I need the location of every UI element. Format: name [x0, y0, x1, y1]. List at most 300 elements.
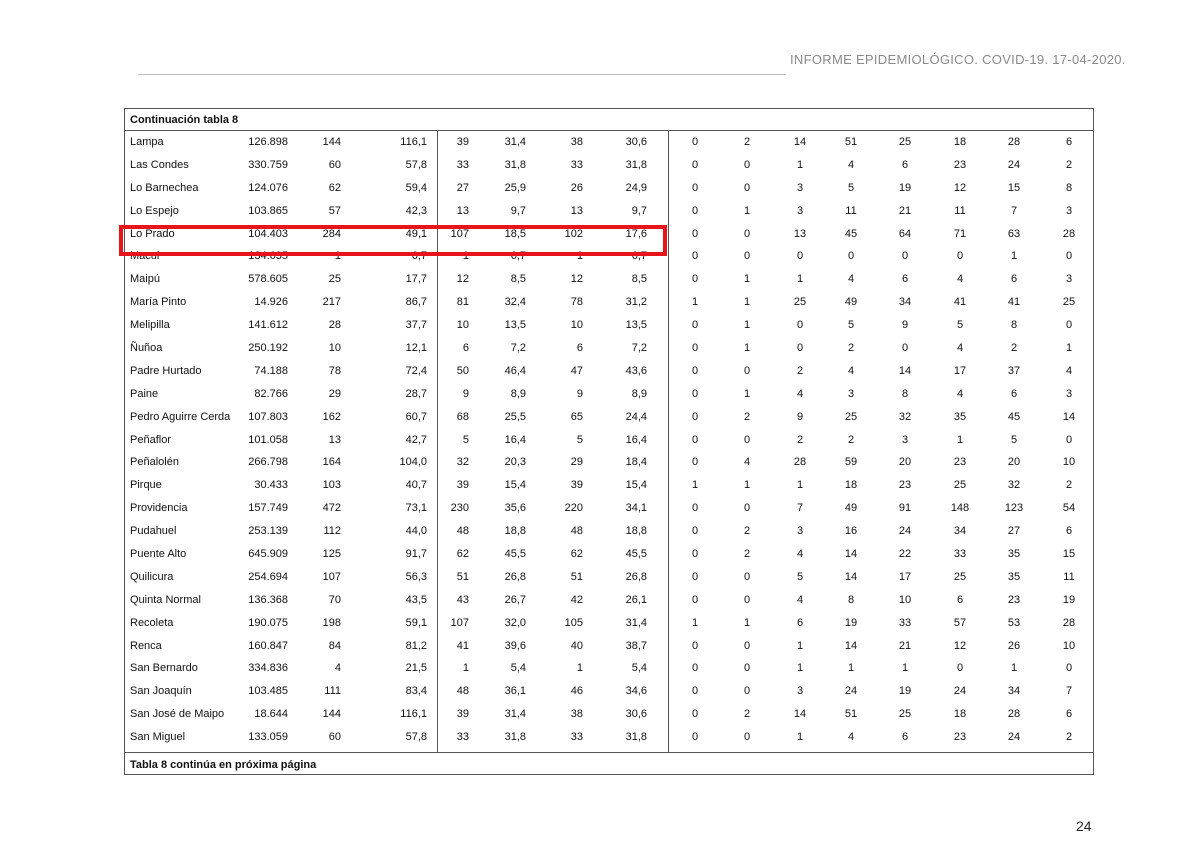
table-cell: 0 — [691, 639, 699, 652]
table-cell: 0 — [743, 250, 751, 263]
table-cell: 3 — [1065, 273, 1073, 286]
table-cell: 5 — [956, 319, 964, 332]
table-cell: 32 — [1007, 479, 1021, 492]
table-cell: 14 — [898, 364, 912, 377]
table-cell: 1 — [1065, 342, 1073, 355]
table-cell: 1 — [576, 662, 583, 675]
table-cell: 23 — [953, 158, 967, 171]
table-cell: 9 — [576, 387, 583, 400]
table-cell: 6 — [956, 593, 964, 606]
table-cell: 162 — [322, 410, 341, 423]
table-cell: 8 — [1065, 181, 1073, 194]
table-cell: 14 — [844, 570, 858, 583]
table-cell: 6 — [901, 273, 909, 286]
table-cell: 2 — [847, 342, 855, 355]
table-caption: Continuación tabla 8 — [125, 109, 1093, 131]
table-cell: 34 — [953, 525, 967, 538]
municipality-name: San Bernardo — [130, 662, 198, 675]
table-cell: 15 — [1062, 548, 1076, 561]
table-cell: 104.403 — [248, 227, 288, 240]
table-cell: 4 — [956, 387, 964, 400]
table-body — [125, 131, 1093, 749]
table-cell: 36,1 — [504, 685, 526, 698]
table-cell: 25 — [898, 708, 912, 721]
table-cell: 18,8 — [504, 525, 526, 538]
table-cell: 12,1 — [405, 342, 427, 355]
table-cell: 8,5 — [510, 273, 526, 286]
table-cell: 27 — [456, 181, 469, 194]
table-cell: 33 — [570, 731, 583, 744]
table-cell: 11 — [954, 204, 966, 217]
table-cell: 34,1 — [625, 502, 647, 515]
table-cell: 51 — [570, 570, 583, 583]
table-cell: 43,5 — [405, 593, 427, 606]
table-cell: 33 — [953, 548, 967, 561]
table-cell: 472 — [322, 502, 341, 515]
table-cell: 64 — [898, 227, 912, 240]
table-cell: 4 — [847, 731, 855, 744]
table-cell: 0 — [1065, 250, 1073, 263]
table-cell: 91,7 — [405, 548, 427, 561]
municipality-name: Paine — [130, 387, 159, 400]
table-cell: 12 — [570, 273, 583, 286]
table-cell: 220 — [564, 502, 583, 515]
municipality-name: Lampa — [130, 136, 164, 148]
table-cell: 5 — [1010, 433, 1018, 446]
municipality-name: San José de Maipo — [130, 708, 225, 721]
table-cell: 1 — [743, 204, 751, 217]
table-cell: 334.836 — [248, 662, 288, 675]
table-cell: 103.865 — [248, 204, 288, 217]
table-cell: 63 — [1007, 227, 1021, 240]
table-cell: 0 — [743, 593, 751, 606]
table-cell: 0 — [691, 364, 699, 377]
table-cell: 10 — [328, 342, 341, 355]
table-cell: 41 — [1007, 296, 1021, 309]
table-cell: 30,6 — [625, 136, 647, 148]
table-cell: 1 — [956, 433, 964, 446]
municipality-name: Renca — [130, 639, 162, 652]
table-cell: 62 — [456, 548, 469, 561]
table-cell: 13,5 — [504, 319, 526, 332]
table-cell: 48 — [456, 685, 469, 698]
table-cell: 0 — [743, 227, 751, 240]
table-cell: 20 — [898, 456, 912, 469]
table-cell: 32,0 — [504, 616, 526, 629]
municipality-name: Providencia — [130, 502, 188, 515]
table-cell: 32 — [456, 456, 469, 469]
municipality-name: Maipú — [130, 273, 160, 286]
table-cell: 2 — [743, 708, 751, 721]
table-cell: 4 — [796, 548, 804, 561]
table-cell: 12 — [456, 273, 469, 286]
table-cell: 0 — [743, 731, 751, 744]
table-cell: 133.059 — [248, 731, 288, 744]
table-cell: 0 — [956, 250, 964, 263]
table-cell: 46 — [570, 685, 583, 698]
page-number: 24 — [1076, 818, 1092, 834]
table-cell: 3 — [1065, 387, 1073, 400]
table-cell: 116,1 — [400, 708, 427, 721]
table-cell: 160.847 — [248, 639, 288, 652]
table-cell: 24,9 — [625, 181, 647, 194]
table-row — [125, 406, 1093, 429]
table-cell: 0 — [796, 342, 804, 355]
table-cell: 4 — [956, 342, 964, 355]
table-cell: 49 — [844, 502, 858, 515]
table-cell: 0 — [691, 502, 699, 515]
table-cell: 4 — [743, 456, 751, 469]
municipality-name: Peñaflor — [130, 433, 171, 446]
table-cell: 3 — [901, 433, 909, 446]
table-row — [125, 337, 1093, 360]
table-cell: 16,4 — [625, 433, 647, 446]
table-cell: 33 — [898, 616, 912, 629]
table-cell: 15,4 — [625, 479, 647, 492]
table-cell: 6 — [1065, 525, 1073, 538]
table-cell: 2 — [1065, 479, 1073, 492]
table-cell: 0 — [691, 456, 699, 469]
table-cell: 59 — [844, 456, 858, 469]
table-row — [125, 566, 1093, 589]
table-cell: 51 — [844, 708, 858, 721]
table-cell: 30,6 — [625, 708, 647, 721]
table-cell: 28 — [793, 456, 807, 469]
table-cell: 2 — [743, 136, 751, 148]
table-cell: 14 — [1062, 410, 1076, 423]
table-row — [125, 520, 1093, 543]
table-cell: 38,7 — [625, 639, 647, 652]
table-cell: 5,4 — [631, 662, 647, 675]
table-cell: 42,3 — [405, 204, 427, 217]
table-cell: 0 — [691, 181, 699, 194]
data-table — [124, 108, 1094, 775]
table-cell: 24 — [1007, 731, 1021, 744]
table-row — [125, 635, 1093, 658]
table-cell: 28 — [1007, 708, 1021, 721]
table-cell: 0 — [901, 342, 909, 355]
table-cell: 0 — [691, 593, 699, 606]
table-cell: 253.139 — [248, 525, 288, 538]
table-cell: 26,8 — [504, 570, 526, 583]
table-cell: 43,6 — [625, 364, 647, 377]
table-cell: 6 — [1010, 273, 1018, 286]
table-footer-caption: Tabla 8 continúa en próxima página — [125, 752, 1093, 774]
municipality-name: Lo Espejo — [130, 204, 179, 217]
table-cell: 28 — [1062, 227, 1076, 240]
table-cell: 81,2 — [405, 639, 427, 652]
table-cell: 10 — [1062, 456, 1076, 469]
table-cell: 0 — [691, 525, 699, 538]
table-cell: 18 — [953, 708, 967, 721]
table-cell: 35,6 — [504, 502, 526, 515]
table-cell: 3 — [796, 181, 804, 194]
table-cell: 125 — [322, 548, 341, 561]
table-cell: 39 — [570, 479, 583, 492]
table-row — [125, 497, 1093, 520]
table-cell: 28 — [1007, 136, 1021, 148]
table-cell: 9,7 — [510, 204, 526, 217]
table-cell: 1 — [796, 273, 804, 286]
table-cell: 141.612 — [248, 319, 288, 332]
table-cell: 14 — [793, 708, 807, 721]
table-cell: 0 — [796, 319, 804, 332]
table-cell: 20 — [1007, 456, 1021, 469]
table-cell: 0 — [743, 662, 751, 675]
table-row — [125, 383, 1093, 406]
table-cell: 34,6 — [625, 685, 647, 698]
table-cell: 8 — [847, 593, 855, 606]
table-cell: 0 — [743, 639, 751, 652]
table-cell: 330.759 — [248, 158, 288, 171]
table-cell: 78 — [328, 364, 341, 377]
table-cell: 51 — [844, 136, 858, 148]
table-cell: 16 — [844, 525, 858, 538]
table-cell: 21 — [898, 204, 912, 217]
table-cell: 21 — [898, 639, 912, 652]
table-cell: 4 — [1065, 364, 1073, 377]
table-row — [125, 360, 1093, 383]
table-cell: 56,3 — [405, 570, 427, 583]
table-cell: 1 — [691, 296, 699, 309]
table-cell: 15,4 — [504, 479, 526, 492]
table-cell: 107 — [450, 227, 469, 240]
table-cell: 124.076 — [248, 181, 288, 194]
municipality-name: Pudahuel — [130, 525, 177, 538]
table-cell: 6,7 — [411, 250, 427, 263]
table-cell: 18.644 — [254, 708, 288, 721]
table-cell: 31,2 — [625, 296, 647, 309]
table-cell: 102 — [564, 227, 583, 240]
table-cell: 33 — [456, 158, 469, 171]
table-cell: 0 — [743, 570, 751, 583]
table-cell: 8,9 — [510, 387, 526, 400]
table-cell: 81 — [456, 296, 469, 309]
table-cell: 59,4 — [405, 181, 427, 194]
table-cell: 112 — [323, 525, 341, 538]
municipality-name: Lo Prado — [130, 227, 175, 240]
table-cell: 24 — [898, 525, 912, 538]
table-cell: 6 — [462, 342, 469, 355]
table-cell: 42,7 — [405, 433, 427, 446]
table-cell: 5 — [847, 319, 855, 332]
table-cell: 17,7 — [405, 273, 427, 286]
table-cell: 13 — [570, 204, 583, 217]
table-cell: 8,9 — [631, 387, 647, 400]
table-cell: 25 — [844, 410, 858, 423]
table-cell: 1 — [743, 319, 751, 332]
table-cell: 35 — [1007, 548, 1021, 561]
table-cell: 0 — [743, 502, 751, 515]
table-cell: 40 — [570, 639, 583, 652]
table-cell: 2 — [743, 525, 751, 538]
table-cell: 164 — [322, 456, 341, 469]
table-cell: 1 — [743, 296, 751, 309]
table-cell: 1 — [847, 662, 855, 675]
table-cell: 2 — [1065, 731, 1073, 744]
table-cell: 31,8 — [625, 731, 647, 744]
table-cell: 48 — [570, 525, 583, 538]
table-cell: 1 — [334, 250, 341, 263]
table-cell: 18,5 — [504, 227, 526, 240]
table-cell: 0 — [743, 181, 751, 194]
table-cell: 73,1 — [405, 502, 427, 515]
table-cell: 27 — [1007, 525, 1021, 538]
municipality-name: San Miguel — [130, 731, 186, 744]
table-row — [125, 680, 1093, 703]
table-cell: 6 — [901, 158, 909, 171]
table-cell: 57,8 — [405, 158, 427, 171]
table-cell: 6 — [1065, 136, 1073, 148]
table-cell: 62 — [328, 181, 341, 194]
table-cell: 126.898 — [248, 136, 288, 148]
table-cell: 30.433 — [254, 479, 288, 492]
table-cell: 9 — [462, 387, 469, 400]
table-cell: 4 — [847, 364, 855, 377]
table-cell: 31,8 — [504, 731, 526, 744]
table-cell: 7,2 — [510, 342, 526, 355]
table-cell: 0 — [1065, 433, 1073, 446]
table-row — [125, 291, 1093, 314]
table-cell: 0 — [691, 319, 699, 332]
municipality-name: María Pinto — [130, 296, 187, 309]
table-cell: 86,7 — [405, 296, 427, 309]
table-cell: 0 — [691, 708, 699, 721]
table-cell: 578.605 — [248, 273, 288, 286]
table-cell: 123 — [1004, 502, 1024, 515]
table-cell: 9,7 — [631, 204, 647, 217]
municipality-name: Pirque — [130, 479, 162, 492]
table-cell: 266.798 — [248, 456, 288, 469]
table-cell: 19 — [898, 181, 912, 194]
table-cell: 7 — [796, 502, 804, 515]
table-cell: 32,4 — [504, 296, 526, 309]
table-cell: 0 — [691, 204, 699, 217]
table-cell: 38 — [570, 708, 583, 721]
table-cell: 101.058 — [248, 433, 288, 446]
table-cell: 23 — [898, 479, 912, 492]
report-header-title: INFORME EPIDEMIOLÓGICO. COVID-19. 17-04-2020. — [790, 52, 1126, 67]
table-cell: 39 — [456, 708, 469, 721]
table-cell: 12 — [953, 639, 967, 652]
municipality-name: Recoleta — [130, 616, 174, 629]
table-cell: 14.926 — [254, 296, 288, 309]
table-cell: 1 — [796, 639, 804, 652]
table-cell: 0 — [691, 662, 699, 675]
table-cell: 6 — [1065, 708, 1073, 721]
table-cell: 31,4 — [504, 136, 526, 148]
table-cell: 0 — [691, 548, 699, 561]
table-cell: 21,5 — [405, 662, 427, 675]
table-cell: 144 — [322, 136, 341, 148]
table-cell: 5,4 — [510, 662, 526, 675]
table-cell: 18,8 — [625, 525, 647, 538]
table-row — [125, 268, 1093, 291]
table-cell: 24 — [844, 685, 858, 698]
table-cell: 0 — [901, 250, 909, 263]
municipality-name: Quilicura — [130, 570, 174, 583]
table-cell: 0 — [691, 410, 699, 423]
table-cell: 0 — [743, 158, 751, 171]
table-cell: 49 — [844, 296, 858, 309]
table-cell: 136.368 — [248, 593, 288, 606]
table-cell: 0 — [743, 364, 751, 377]
table-cell: 0 — [691, 158, 699, 171]
table-cell: 3 — [847, 387, 855, 400]
table-cell: 47 — [570, 364, 583, 377]
table-cell: 0 — [847, 250, 855, 263]
table-cell: 7 — [1010, 204, 1018, 217]
table-row — [125, 543, 1093, 566]
municipality-name: Peñalolén — [130, 456, 179, 469]
table-cell: 2 — [847, 433, 855, 446]
municipality-name: Macul — [130, 250, 160, 263]
table-cell: 15 — [1007, 181, 1021, 194]
table-cell: 2 — [743, 410, 751, 423]
table-cell: 116,1 — [400, 136, 427, 148]
table-cell: 0 — [691, 433, 699, 446]
table-cell: 1 — [462, 662, 469, 675]
table-cell: 1 — [1010, 250, 1018, 263]
table-cell: 10 — [456, 319, 469, 332]
table-cell: 5 — [796, 570, 804, 583]
table-cell: 103.485 — [248, 685, 288, 698]
table-cell: 53 — [1007, 616, 1021, 629]
table-cell: 22 — [898, 548, 912, 561]
table-cell: 41 — [456, 639, 469, 652]
table-cell: 111 — [324, 685, 341, 698]
table-cell: 28 — [1062, 616, 1076, 629]
table-cell: 0 — [691, 250, 699, 263]
table-cell: 0 — [1065, 662, 1073, 675]
table-cell: 14 — [844, 639, 858, 652]
table-cell: 107 — [322, 570, 341, 583]
table-cell: 0 — [691, 227, 699, 240]
table-cell: 25,5 — [504, 410, 526, 423]
table-cell: 0 — [691, 136, 699, 148]
table-cell: 217 — [322, 296, 341, 309]
table-cell: 46,4 — [504, 364, 526, 377]
table-cell: 3 — [796, 525, 804, 538]
table-cell: 6 — [901, 731, 909, 744]
table-cell: 39,6 — [504, 639, 526, 652]
table-cell: 4 — [847, 158, 855, 171]
table-row — [125, 154, 1093, 177]
table-cell: 60 — [328, 731, 341, 744]
table-cell: 25 — [328, 273, 341, 286]
table-cell: 19 — [1062, 593, 1076, 606]
table-cell: 10 — [898, 593, 912, 606]
table-cell: 51 — [456, 570, 469, 583]
table-cell: 10 — [1062, 639, 1076, 652]
table-cell: 23 — [1007, 593, 1021, 606]
table-cell: 2 — [1010, 342, 1018, 355]
table-cell: 1 — [796, 662, 804, 675]
table-cell: 1 — [743, 616, 751, 629]
table-cell: 41 — [953, 296, 967, 309]
table-cell: 70 — [328, 593, 341, 606]
table-cell: 31,4 — [625, 616, 647, 629]
table-cell: 45 — [1007, 410, 1021, 423]
table-cell: 18 — [953, 136, 967, 148]
table-cell: 6 — [1010, 387, 1018, 400]
table-cell: 0 — [1065, 319, 1073, 332]
table-cell: 26,7 — [504, 593, 526, 606]
table-cell: 107.803 — [248, 410, 288, 423]
table-cell: 42 — [570, 593, 583, 606]
table-cell: 1 — [901, 662, 909, 675]
table-cell: 1 — [796, 158, 804, 171]
